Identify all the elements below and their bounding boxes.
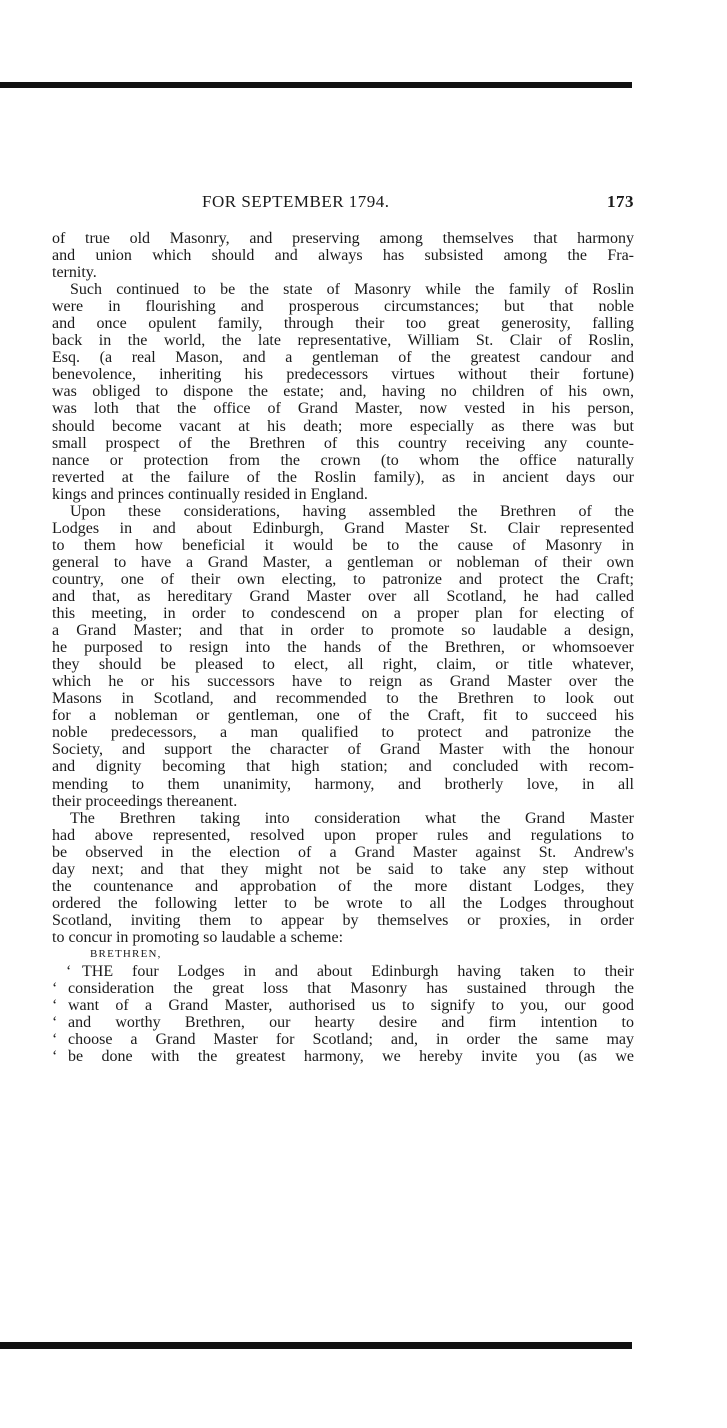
text-line: Society, and support the character of Grand Master with the honour [52, 741, 634, 759]
text-line: was loth that the office of Grand Master, now vested in his person, [52, 400, 634, 418]
text-line: day next; and that they might not be said to take any step without [52, 860, 634, 878]
body-text [52, 230, 634, 1065]
text-line: he purposed to resign into the hands of the Brethren, or whomsoever [52, 639, 634, 657]
quoted-line: ‘ THE four Lodges in and about Edinburgh having taken to their [52, 963, 634, 980]
text-line: Such continued to be the state of Masonry while the family of Roslin [70, 281, 634, 299]
text-line: and once opulent family, through their too great generosity, falling [52, 315, 634, 333]
text-line: of true old Masonry, and preserving among themselves that harmony [52, 230, 634, 247]
text-line: and that, as hereditary Grand Master over all Scotland, he had called [52, 587, 634, 605]
text-line: to them how beneficial it would be to the cause of Masonry in [52, 536, 634, 554]
text-line: for a nobleman or gentleman, one of the Craft, fit to succeed his [52, 707, 634, 725]
text-line: Esq. (a real Mason, and a gentleman of the greatest candour and [52, 349, 634, 367]
page-number: 173 [607, 192, 634, 211]
top-rule [0, 82, 632, 88]
text-line: the countenance and approbation of the more distant Lodges, they [52, 877, 634, 895]
text-line: which he or his successors have to reign as Grand Master over the [52, 673, 634, 691]
text-line: ternity. [52, 264, 97, 282]
text-line: ordered the following letter to be wrote to all the Lodges throughout [52, 894, 634, 912]
letter-salutation: BRETHREN, [90, 947, 162, 960]
text-line: and dignity becoming that high station; and concluded with recom- [52, 758, 634, 776]
text-line: noble predecessors, a man qualified to protect and patronize the [52, 724, 634, 742]
text-line: benevolence, inheriting his predecessors virtues without their fortune) [52, 366, 634, 384]
text-line: nance or protection from the crown (to whom the office naturally [52, 451, 634, 469]
quoted-line: ‘ choose a Grand Master for Scotland; and, in order the same may [52, 1031, 634, 1048]
running-title: FOR SEPTEMBER 1794. [202, 192, 390, 211]
text-line: Scotland, inviting them to appear by themselves or proxies, in order [52, 911, 634, 929]
quoted-line: ‘ and worthy Brethren, our hearty desire and firm intention to [52, 1014, 634, 1031]
text-line: back in the world, the late representative, William St. Clair of Roslin, [52, 332, 634, 350]
text-line: general to have a Grand Master, a gentleman or nobleman of their own [52, 553, 634, 571]
quoted-line: ‘ consideration the great loss that Masonry has sustained through the [52, 980, 634, 997]
text-line: reverted at the failure of the Roslin family), as in ancient days our [52, 468, 634, 486]
text-line: were in flourishing and prosperous circumstances; but that noble [52, 298, 634, 316]
text-line: should become vacant at his death; more especially as there was but [52, 417, 634, 435]
text-line: Masons in Scotland, and recommended to the Brethren to look out [52, 690, 634, 708]
text-line: and union which should and always has subsisted among the Fra- [52, 247, 634, 265]
text-line: they should be pleased to elect, all right, claim, or title whatever, [52, 656, 634, 674]
text-line: be observed in the election of a Grand Master against St. Andrew's [52, 843, 634, 861]
bottom-rule [0, 1342, 632, 1349]
page-header [52, 192, 634, 216]
text-line: was obliged to dispone the estate; and, having no children of his own, [52, 383, 634, 401]
quoted-line: ‘ want of a Grand Master, authorised us to signify to you, our good [52, 997, 634, 1014]
text-line: a Grand Master; and that in order to promote so laudable a design, [52, 622, 634, 640]
text-line: The Brethren taking into consideration what the Grand Master [70, 809, 634, 827]
text-line: kings and princes continually resided in England. [52, 485, 368, 503]
text-line: Lodges in and about Edinburgh, Grand Master St. Clair represented [52, 519, 634, 537]
text-line: mending to them unanimity, harmony, and brotherly love, in all [52, 775, 634, 793]
text-line: their proceedings thereanent. [52, 792, 238, 810]
text-line: this meeting, in order to condescend on a proper plan for electing of [52, 605, 634, 623]
text-line: country, one of their own electing, to patronize and protect the Craft; [52, 570, 634, 588]
text-line: small prospect of the Brethren of this country receiving any counte- [52, 434, 634, 452]
text-line: had above represented, resolved upon proper rules and regulations to [52, 826, 634, 844]
quoted-line: ‘ be done with the greatest harmony, we hereby invite you (as we [52, 1048, 634, 1065]
text-line: to concur in promoting so laudable a scheme: [52, 928, 344, 946]
text-line: Upon these considerations, having assembled the Brethren of the [70, 502, 634, 520]
